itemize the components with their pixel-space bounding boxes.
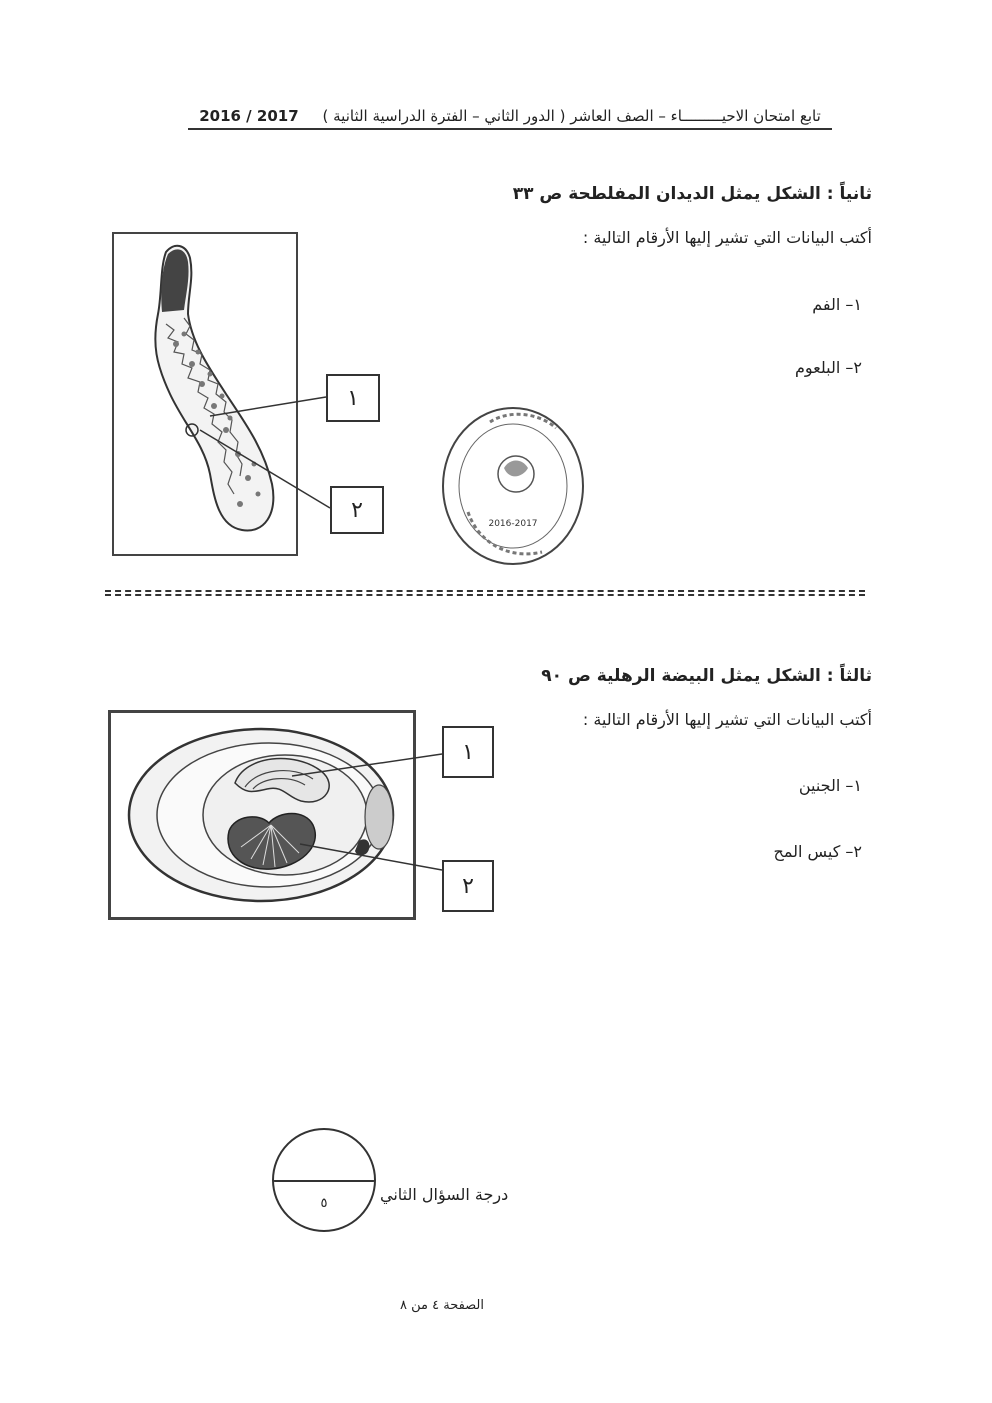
ministry-stamp — [438, 402, 588, 570]
question-b-answer-2: ٢– كيس المح — [773, 842, 862, 861]
question-b-title: ثالثاً : الشكل يمثل البيضة الرهلية ص ٩٠ — [541, 666, 872, 686]
grade-label: درجة السؤال الثاني — [380, 1185, 509, 1204]
question-a-title: ثانياً : الشكل يمثل الديدان المفلطحة ص ٣٣ — [512, 184, 872, 204]
grade-max: ٥ — [320, 1196, 328, 1211]
page-number: الصفحة ٤ من ٨ — [400, 1298, 485, 1313]
question-b-leader-lines — [0, 690, 992, 930]
question-a-instruction: أكتب البيانات التي تشير إليها الأرقام التالية : — [582, 228, 872, 247]
grade-divider — [274, 1180, 374, 1182]
stamp-seal — [438, 402, 588, 570]
question-b-answer-1: ١– الجنين — [798, 776, 862, 795]
question-b-label-2: ٢ — [442, 860, 494, 912]
question-a-label-1: ١ — [326, 374, 380, 422]
exam-header-title: تابع امتحان الاحيـــــــــاء – الصف العاشر ( الدور الثاني – الفترة الدراسية الثانية ) — [322, 107, 821, 125]
section-divider — [105, 590, 865, 596]
question-b-label-1: ١ — [442, 726, 494, 778]
question-a-answer-2: ٢– البلعوم — [794, 358, 862, 377]
question-a-label-2: ٢ — [330, 486, 384, 534]
exam-header-year: 2017 / 2016 — [199, 107, 299, 125]
question-b-instruction: أكتب البيانات التي تشير إليها الأرقام التالية : — [582, 710, 872, 729]
stamp-year: 2016-2017 — [488, 519, 538, 529]
question-a-answer-1: ١– الفم — [812, 295, 862, 314]
grade-circle — [272, 1128, 376, 1232]
